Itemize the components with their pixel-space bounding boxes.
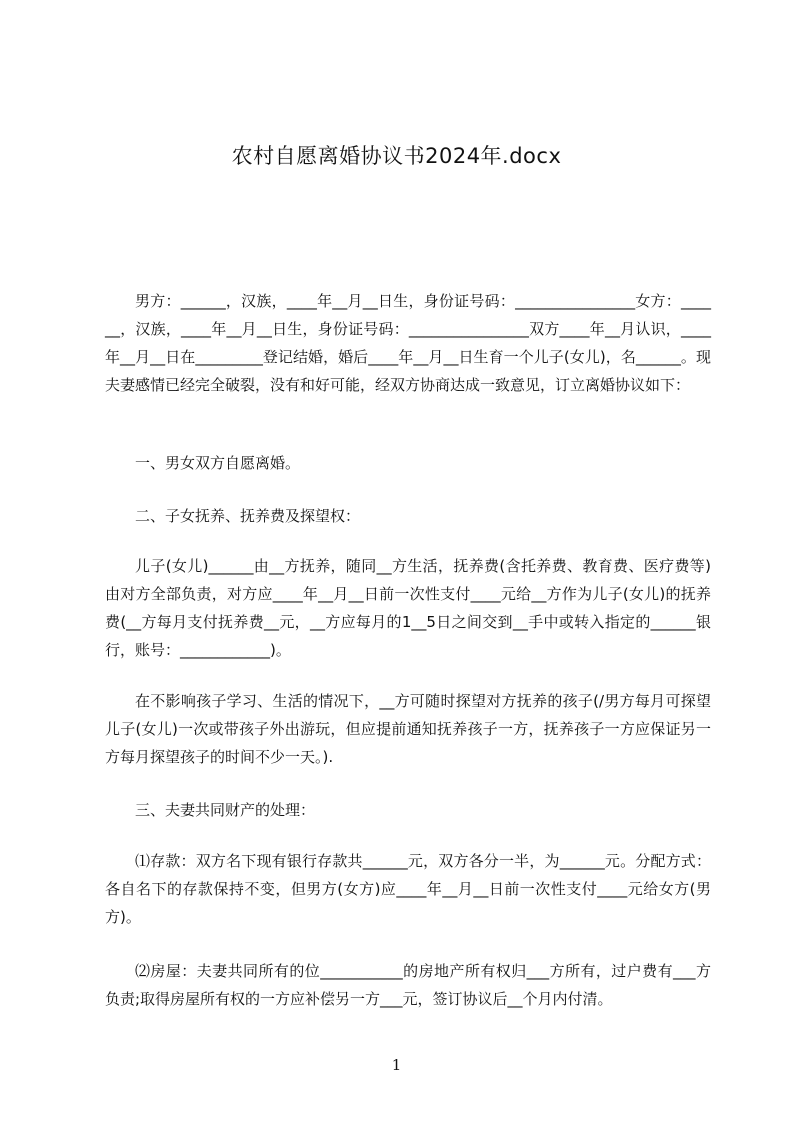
paragraph-savings: ⑴存款：双方名下现有银行存款共______元，双方各分一半，为______元。分配方式：各自名下的存款保持不变，但男方(女方)应____年__月__日前一次性支付____元给女方(男方)。 bbox=[105, 852, 711, 926]
paragraph-parties: 男方：______，汉族，____年__月__日生，身份证号码：________________女方：______，汉族，____年__月__日生，身份证号码：________________双方____年__月认识，____年__月__日在_________登记结婚，婚后____年__月__日生育一个儿子(女儿)，名______。现夫妻感情已经完全破裂，没有和好可能，经双方协商达成一致意见，订立离婚协议如下： bbox=[105, 292, 711, 394]
section-heading-child-custody: 二、子女抚养、抚养费及探望权： bbox=[135, 507, 361, 525]
document-title: 农村自愿离婚协议书2024年.docx bbox=[231, 144, 562, 168]
page-number: 1 bbox=[391, 1056, 402, 1074]
paragraph-house: ⑵房屋：夫妻共同所有的位___________的房地产所有权归___方所有，过户费有___方负责;取得房屋所有权的一方应补偿另一方___元，签订协议后__个月内付清。 bbox=[105, 962, 711, 1008]
paragraph-visitation: 在不影响孩子学习、生活的情况下，__方可随时探望对方抚养的孩子(/男方每月可探望儿子(女儿)一次或带孩子外出游玩，但应提前通知抚养孩子一方，抚养孩子一方应保证另一方每月探望孩子的时间不少一天。). bbox=[105, 692, 711, 766]
section-heading-divorce: 一、男女双方自愿离婚。 bbox=[135, 454, 301, 472]
paragraph-child-support: 儿子(女儿)______由__方抚养，随同__方生活，抚养费(含托养费、教育费、医疗费等)由对方全部负责，对方应____年__月__日前一次性支付____元给__方作为儿子(女儿)的抚养费(__方每月支付抚养费__元，__方应每月的1__5日之间交到__手中或转入指定的______银行，账号：____________)。 bbox=[105, 557, 711, 659]
section-heading-property: 三、夫妻共同财产的处理： bbox=[135, 801, 316, 819]
